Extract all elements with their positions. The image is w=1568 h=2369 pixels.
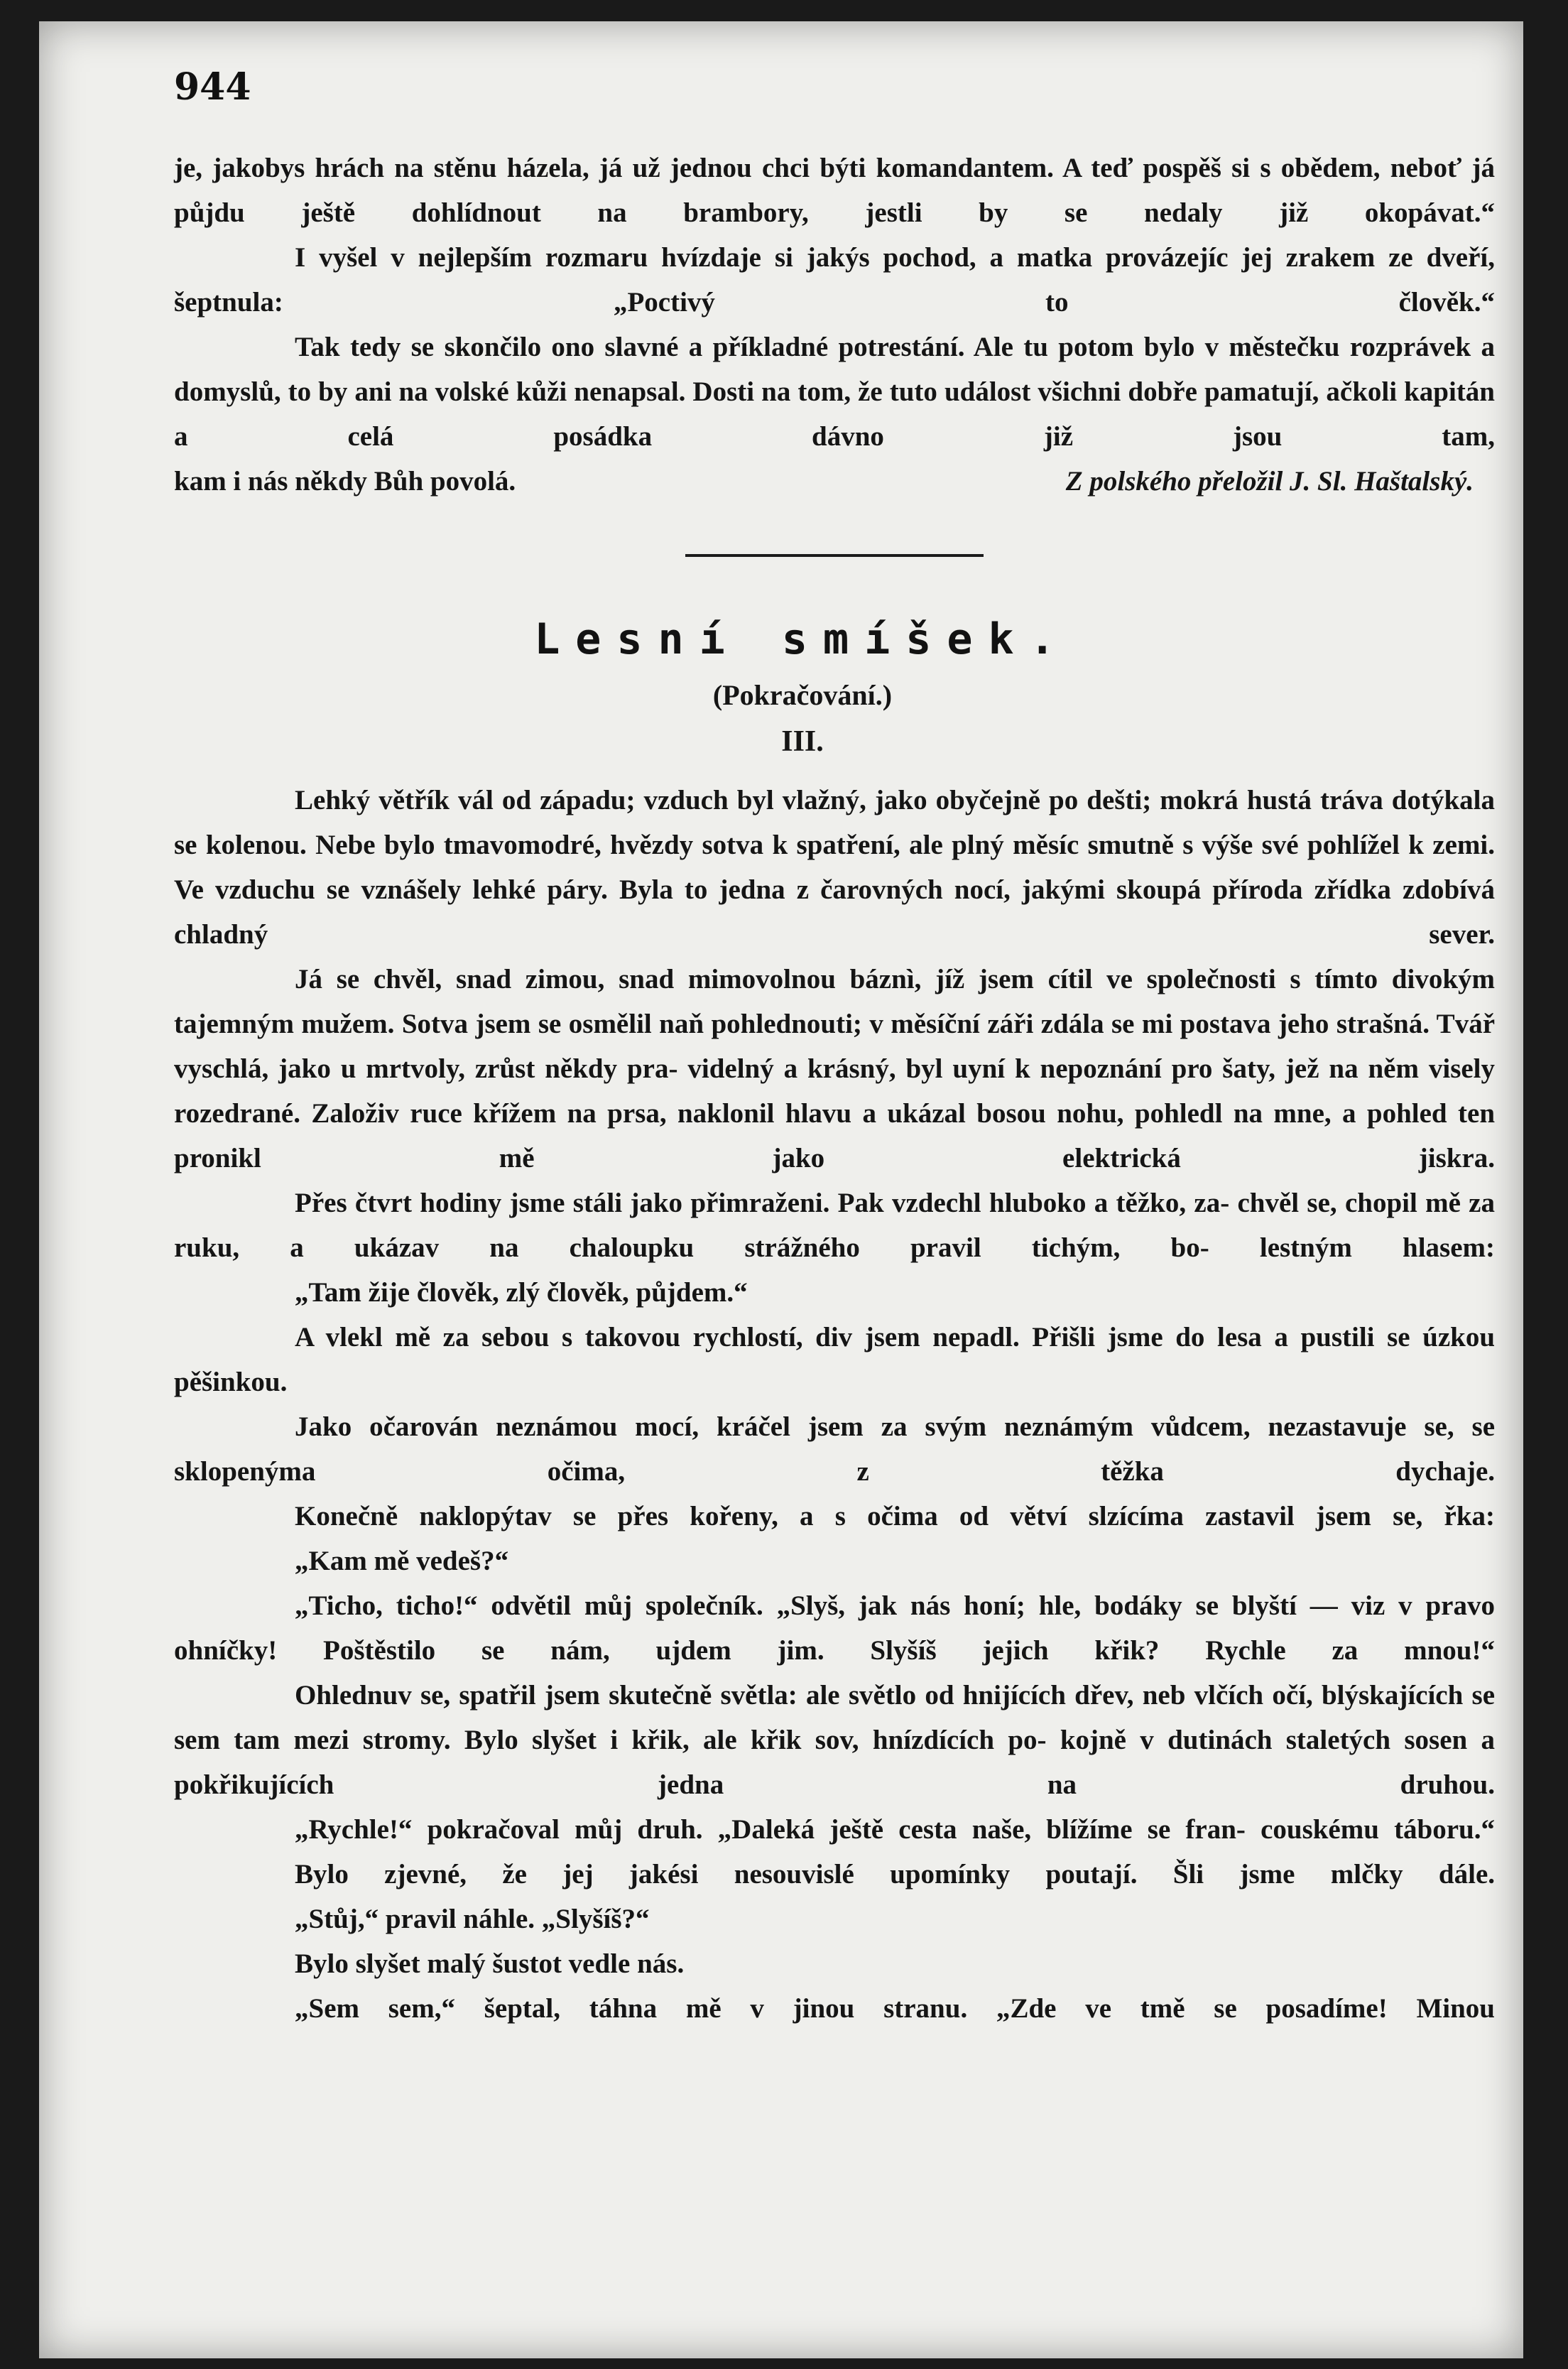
text-line: očí, blýskajících se sem tam mezi stromy. Bylo slyšet i křik, ale křik sov, hnízdících po- (174, 1680, 1496, 1755)
paragraph (174, 1539, 1495, 1583)
paragraph (174, 1941, 1495, 1986)
paragraph (174, 778, 1495, 957)
text-line: „Kam mě vedeš?“ (295, 1546, 509, 1576)
paragraph (174, 1673, 1495, 1807)
text-line: viz v pravo ohníčky! Poštěstilo se nám, ujdem jim. Slyšíš jejich křik? Rychle za mnou!“ (174, 1590, 1495, 1666)
text-line: hustá tráva dotýkala se kolenou. Nebe bylo tmavomodré, hvězdy sotva k spatření, (174, 785, 1496, 860)
text-line: Konečně naklopýtav se přes kořeny, a s očima od větví slzícíma zastavil jsem se, řka: (295, 1501, 1495, 1532)
chapter-number: III. (781, 725, 824, 758)
text-line: je, jakobys hrách na stěnu házela, já už jednou chci býti komandantem. A teď pospěš (174, 153, 1221, 183)
text-line: chvěl se, chopil mě za ruku, a ukázav na chaloupku strážného pravil tichým, bo- (174, 1188, 1495, 1263)
attribution-line (174, 459, 1495, 504)
text-line: lestným hlasem: (1259, 1232, 1495, 1263)
text-line: Lehký větřík vál od západu; vzduch byl vlažný, jako obyčejně po dešti; mokrá (295, 785, 1238, 815)
paragraph (174, 1583, 1495, 1673)
paragraph (174, 1270, 1495, 1315)
text-line: záři zdála se mi postava jeho strašná. Tvář vyschlá, jako u mrtvoly, zrůst někdy pra- (174, 1009, 1496, 1084)
text-line: s tímto divokým tajemným mužem. Sotva jsem se osmělil naň pohlednouti; v měsíční (174, 964, 1495, 1039)
text-line: I vyšel v nejlepším rozmaru hvízdaje si jakýs pochod, a matka provázejíc jej (295, 242, 1273, 273)
text-line: zrakem ze dveří, šeptnula: „Poctivý to člověk.“ (174, 242, 1496, 318)
paragraph (174, 325, 1495, 459)
text-line: Tak tedy se skončilo ono slavné a příkladné potrestání. Ale tu potom bylo (295, 332, 1195, 362)
paragraph (174, 957, 1495, 1181)
paragraph (174, 1986, 1495, 2031)
story-title: Lesní smíšek. (534, 614, 1071, 664)
story-subtitle: (Pokračování.) (712, 679, 893, 711)
text-line: a pustili se úzkou pěšinkou. (174, 1322, 1496, 1397)
text-line: videlný a krásný, byl uyní k nepoznání pro šaty, jež na něm visely rozedrané. Založiv (174, 1053, 1496, 1129)
translator-attribution: Z polského přeložil J. Sl. Haštalský. (1065, 466, 1474, 497)
text-line: A vlekl mě za sebou s takovou rychlostí, div jsem nepadl. Přišli jsme do lesa (295, 1322, 1262, 1352)
text-line: Jako očarován neznámou mocí, kráčel jsem za svým neznámým vůdcem, nezastavuje (295, 1411, 1407, 1442)
paragraph (174, 1404, 1495, 1494)
text-line: Bylo slyšet malý šustot vedle nás. (295, 1948, 685, 1979)
text-line: couskému táboru.“ (1261, 1814, 1496, 1845)
text-line: Ohlednuv se, spatřil jsem skutečně světla: ale světlo od hnijících dřev, neb vlčích (295, 1680, 1264, 1711)
text-line: „Rychle!“ pokračoval můj druh. „Daleká ještě cesta naše, blížíme se fran- (295, 1814, 1246, 1845)
text-line: se, se sklopenýma očima, z těžka dychaje. (174, 1411, 1496, 1487)
text-line: v městečku rozprávek a domyslů, to by ani na volské kůži nenapsal. Dosti na tom, že (174, 332, 1496, 407)
text-line: „Ticho, ticho!“ odvětil můj společník. „Slyš, jak nás honí; hle, bodáky se blyští — (295, 1590, 1338, 1621)
text-line: ruce křížem na prsa, naklonil hlavu a ukázal bosou nohu, pohledl na mne, a pohled (410, 1098, 1447, 1129)
paragraph (174, 1181, 1495, 1270)
text-line: Bylo zjevné, že jej jakési nesouvislé upomínky poutají. Šli jsme mlčky dále. (295, 1859, 1495, 1890)
paragraph (174, 235, 1495, 325)
paragraph (174, 1315, 1495, 1404)
top-text-block (174, 146, 1495, 504)
paragraph (174, 1807, 1495, 1852)
paragraph (174, 146, 1495, 235)
text-line: ten pronikl mě jako elektrická jiskra. (174, 1098, 1496, 1173)
text-line: kojně v dutinách staletých sosen a pokřikujících jedna na druhou. (174, 1725, 1495, 1800)
paragraph (174, 1897, 1495, 1941)
text-line: Přes čtvrt hodiny jsme stáli jako přimraženi. Pak vzdechl hluboko a těžko, za- (295, 1188, 1230, 1218)
book-page (39, 21, 1523, 2358)
paragraph (174, 1494, 1495, 1539)
text-line: Já se chvěl, snad zimou, snad mimovolnou báznì, jíž jsem cítil ve společnosti (295, 964, 1276, 994)
text-line: si s obědem, neboť já půjdu ještě dohlídnout na brambory, jestli by se nedaly již okopávat.“ (174, 153, 1495, 228)
text-line: „Stůj,“ pravil náhle. „Slyšíš?“ (295, 1904, 650, 1934)
page-number: 944 (174, 65, 251, 109)
paragraph (174, 1852, 1495, 1897)
main-text-block (174, 778, 1495, 2031)
text-line: „Tam žije člověk, zlý člověk, půjdem.“ (295, 1277, 748, 1308)
text-line: páry. Byla to jedna z čarovných nocí, jakými skoupá příroda zřídka zdobívá chladný sever. (174, 874, 1496, 950)
text-line: tuto událost všichni dobře pamatují, ačkoli kapitán a celá posádka dávno již jsou tam, (174, 376, 1495, 452)
text-line: kam i nás někdy Bůh povolá. (174, 466, 516, 497)
text-line: „Sem sem,“ šeptal, táhna mě v jinou stranu. „Zde ve tmě se posadíme! Minou (295, 1993, 1495, 2024)
text-line: ale plný měsíc smutně s výše své pohlížel k zemi. Ve vzduchu se vznášely lehké (174, 830, 1495, 905)
section-divider (685, 554, 984, 557)
